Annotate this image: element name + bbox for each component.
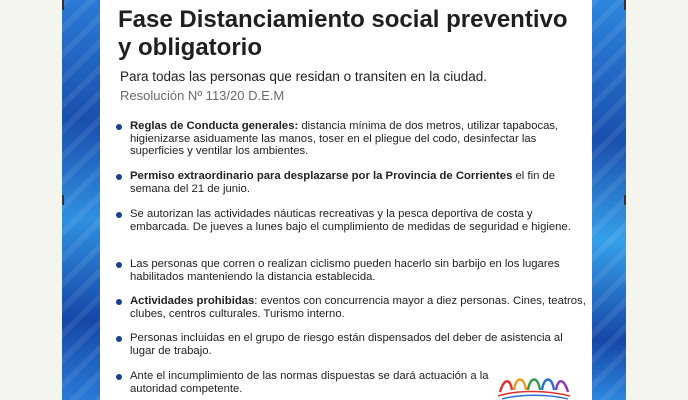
bullet-text: Las personas que corren o realizan ciclismo pueden hacerlo sin barbijo en los lugares habilitados manteniendo la distancia establecida. bbox=[130, 258, 560, 283]
list-item bbox=[116, 370, 490, 395]
list-item bbox=[116, 208, 590, 233]
bullet-text: Personas incluidas en el grupo de riesgo están dispensados del deber de asistencia al lugar de trabajo. bbox=[130, 332, 563, 357]
crop-mark bbox=[62, 0, 64, 10]
crop-mark bbox=[62, 195, 64, 205]
list-item bbox=[116, 120, 590, 158]
list-item bbox=[116, 295, 590, 320]
page-title: Fase Distanciamiento social preventivo y obligatorio bbox=[118, 6, 568, 61]
bullet-bold-text: Permiso extraordinario para desplazarse por la Provincia de Corrientes bbox=[130, 170, 513, 182]
decorative-band-right bbox=[592, 0, 626, 400]
bullet-bold-text: Actividades prohibidas bbox=[130, 295, 255, 307]
poster-frame bbox=[62, 0, 626, 400]
crop-mark bbox=[624, 0, 626, 10]
bullet-bold-text: Reglas de Conducta generales: bbox=[130, 120, 299, 132]
bullet-text: Ante el incumplimiento de las normas dispuestas se dará actuación a la autoridad competente. bbox=[130, 370, 489, 395]
info-card bbox=[100, 0, 592, 400]
decorative-band-left bbox=[62, 0, 100, 400]
bullet-text: el fin de semana del 21 de junio. bbox=[130, 170, 556, 195]
bullet-text: distancia mínima de dos metros, utilizar tapabocas, higienizarse asiduamente las manos, toser en el pliegue del codo, desinfectar las superficies y ventilar los ambientes. bbox=[130, 120, 559, 158]
crop-mark bbox=[624, 195, 626, 205]
list-item bbox=[116, 332, 590, 357]
bullet-text: Se autorizan las actividades náuticas recreativas y la pesca deportiva de costa y embarcada. De jueves a lunes bajo el cumplimiento de medidas de seguridad e higiene. bbox=[130, 208, 571, 233]
municipal-logo-icon bbox=[496, 370, 572, 400]
subtitle: Para todas las personas que residan o transiten en la ciudad. bbox=[120, 69, 487, 84]
list-item bbox=[116, 258, 590, 283]
bullet-text: : eventos con concurrencia mayor a diez personas. Cines, teatros, clubes, centros culturales. Turismo interno. bbox=[130, 295, 586, 320]
resolution-number: Resolución Nº 113/20 D.E.M bbox=[120, 88, 285, 103]
list-item bbox=[116, 170, 590, 195]
